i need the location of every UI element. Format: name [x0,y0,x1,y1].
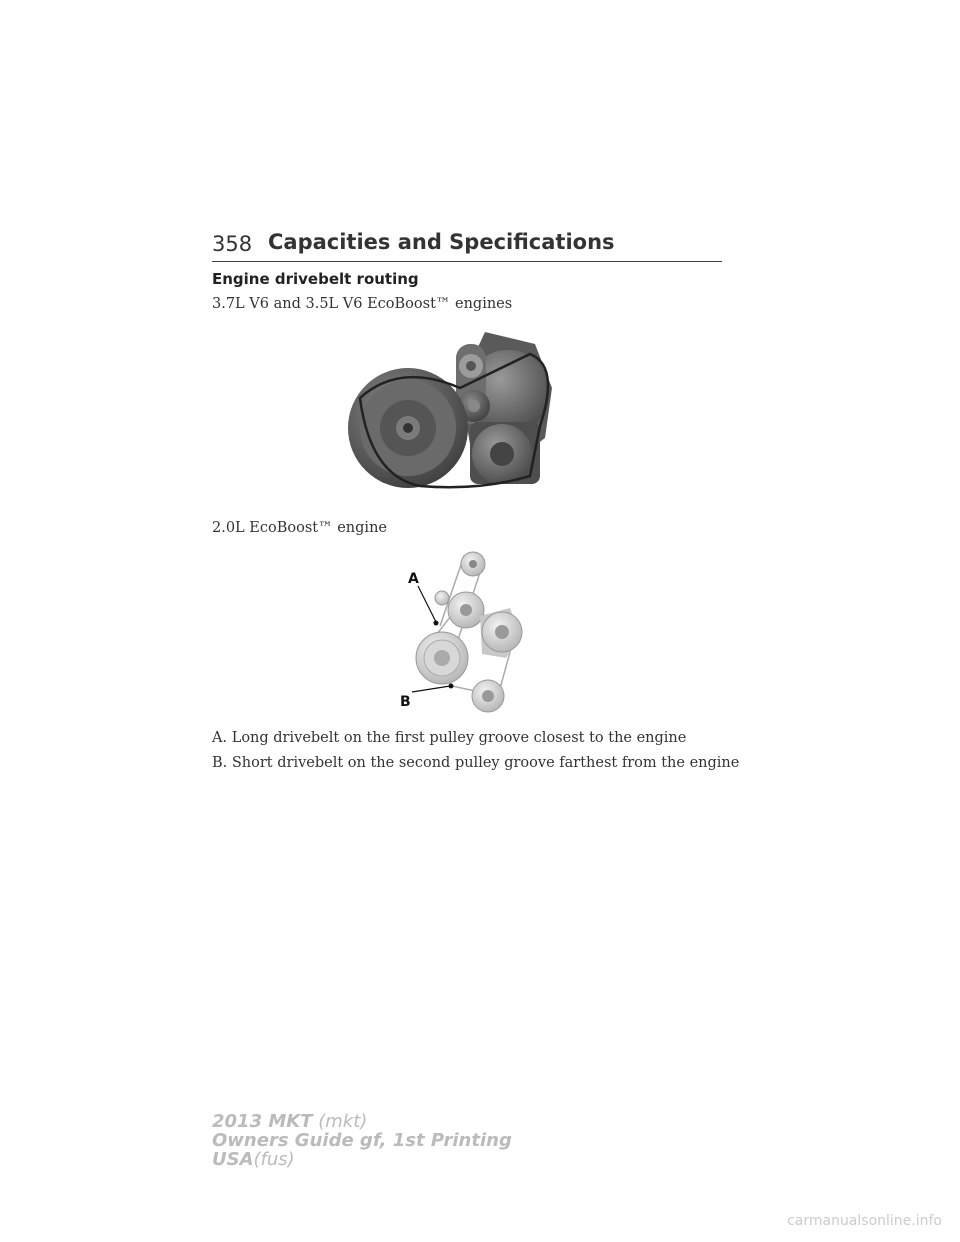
callout-label-a: A [408,571,419,587]
callout-label-b: B [400,694,411,710]
legend-item-a: A. Long drivebelt on the first pulley groove closest to the engine [212,730,687,746]
footer-model-code: (mkt) [318,1111,368,1132]
footer-market: USA [212,1149,254,1170]
header-rule [212,261,722,262]
section-heading: Engine drivebelt routing [212,270,419,288]
ecoboost-drivebelt-diagram [396,546,526,716]
site-watermark: carmanualsonline.info [787,1213,942,1229]
section-title: Capacities and Specifications [268,230,615,254]
footer-guide: Owners Guide gf, 1st Printing [212,1130,512,1151]
caption-v6-engines: 3.7L V6 and 3.5L V6 EcoBoost™ engines [212,296,513,312]
legend-item-b: B. Short drivebelt on the second pulley groove farthest from the engine [212,755,740,771]
page-header [212,228,722,262]
caption-ecoboost-engine: 2.0L EcoBoost™ engine [212,520,387,536]
footer-model: 2013 MKT [212,1111,313,1132]
footer-market-code: (fus) [253,1149,295,1170]
page-number: 358 [212,232,253,256]
document-footer [212,1112,512,1169]
v6-drivebelt-diagram [330,326,570,490]
